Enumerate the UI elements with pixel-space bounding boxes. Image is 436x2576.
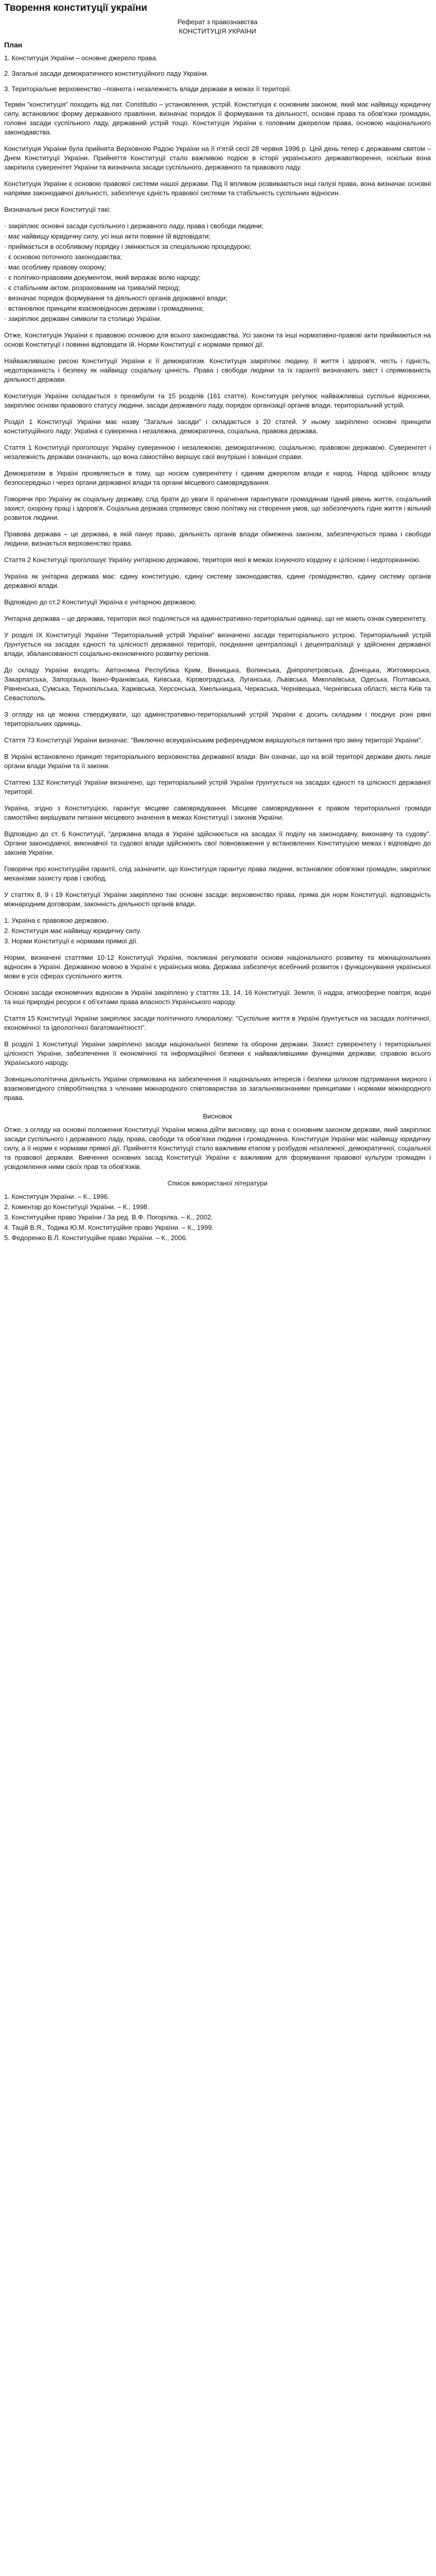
paragraph: Конституція України є основою правової системи нашої держави. Під її впливом розвиваються інші галузі права, вона визначає основні напрями законодавчої діяльності, забезпечує єдність правової системи та стабільність суспільних відносин. <box>4 180 431 197</box>
paragraph: Говорячи про конституційні гарантії, слід зазначити, що Конституція гарантує права людини, встановлює обов'язки громадян, закріплює механізми захисту прав і свобод. <box>4 865 431 882</box>
paragraph: Конституція України була прийнята Верховною Радою України на її п'ятій сесії 28 червня 1996 р. Цей день тепер є державним святом – Днем Конституції України. Прийняття Конституції стало важливою подією в історії українського державотворення, оскільки вона закріпила суверенітет України та визначила засади суспільного, державного та правового ладу. <box>4 145 431 171</box>
paragraph: Стаття 15 Конституції України закріплює засади політичного плюралізму: "Суспільне життя в Україні ґрунтується на засадах політичної, економічної та ідеологічної багатоманітності". <box>4 1014 431 1031</box>
paragraph: Основні засади економічних відносин в Україні закріплено у статтях 13, 14, 16 Конституції. Земля, її надра, атмосферне повітря, водні та інші природні ресурси є об'єктами права власності Українського народу. <box>4 989 431 1006</box>
plan-heading: План <box>4 41 23 49</box>
feature-item: · має особливу правову охорону; <box>4 263 107 271</box>
principle-item: 1. Україна є правовою державою. <box>4 917 109 924</box>
paragraph: Демократизм в Україні проявляється в тому, що носієм суверенітету і єдиним джерелом влади є народ. Народ здійснює владу безпосередньо і через органи державної влади та органи місцевого самоврядування. <box>4 469 431 486</box>
paragraph: Норми, визначені статтями 10-12 Конституції України, покликані регулювати основи національного розвитку та міжнаціональних відносин в Україні. Державною мовою в Україні є українська мова. Держава забезпечує всебічний розвиток і функціонування української мови в усіх сферах суспільного життя. <box>4 954 431 980</box>
plan-item: 2. Загальні засади демократичного конституційного ладу України. <box>4 70 209 77</box>
paragraph: Статтею 132 Конституції України визначено, що територіальний устрій України ґрунтується на засадах єдності та цілісності державної території. <box>4 778 431 795</box>
feature-item: · встановлює принципи взаємовідносин держави і громадянина; <box>4 304 204 312</box>
plan-item: 1. Конституція України – основне джерело права. <box>4 54 158 62</box>
feature-item: · є стабільним актом, розрахованим на тривалий період; <box>4 284 180 292</box>
reference-item: 1. Конституція України. – К., 1996. <box>4 1193 110 1200</box>
references-section <box>4 1179 431 1243</box>
plan-list <box>4 54 431 94</box>
paragraph: Розділ 1 Конституції України має назву "Загальні засади" і складається з 20 статей. У ньому закріплено основні принципи конституційного ладу: Україна є суверенна і незалежна, демократична, соціальна, правова держава. <box>4 418 431 435</box>
features-list <box>4 222 431 324</box>
paragraph: Конституція України складається з преамбули та 15 розділів (161 стаття). Конституція регулює найважливіші суспільні відносини, закріплює основи правового статусу людини, засади державного ладу, порядок організації органів влади, територіальний устрій. <box>4 392 431 409</box>
document-body <box>0 0 436 1243</box>
feature-item: · є основою поточного законодавства; <box>4 253 122 261</box>
paragraph: Стаття 2 Конституції проголошує Україну унітарною державою, територія якої в межах існуючого кордону є цілісною і недоторканною. <box>4 556 421 564</box>
paragraph: До складу України входять: Автономна Республіка Крим, Вінницька, Волинська, Дніпропетровська, Донецька, Житомирська, Закарпатська, Запорізька, Івано-Франківська, Київська, Кіровоградська, Луганська, Львівська, Миколаївська, Одеська, Полтавська, Рівненська, Сумська, Тернопільська, Харківська, Херсонська, Хмельницька, Черкаська, Чернівецька, Чернігівська області, міста Київ та Севастополь. <box>4 666 431 702</box>
paragraph: Україна, згідно з Конституцією, гарантує місцеве самоврядування. Місцеве самоврядування є правом територіальної громади самостійно вирішувати питання місцевого значення в межах Конституції і законів України. <box>4 804 431 821</box>
reference-item: 3. Конституційне право України / За ред. В.Ф. Погорілка. – К., 2002. <box>4 1213 213 1221</box>
conclusion-text: Отже, з огляду на основні положення Конституції України можна дійти висновку, що вона є основним законом держави, який закріплює засади суспільного і державного ладу, права, свободи та обов'язки людини і громадянина. Конституція України має найвищу юридичну силу, а її норми є нормами прямої дії. Прийняття Конституції стало важливим етапом у розбудові незалежної, демократичної, соціальної та правової держави. Вивчення основних засад Конституції України є важливим для формування правової культури громадян і усвідомлення ними своїх прав та обов'язків. <box>4 1126 431 1171</box>
paragraph: В Україні встановлено принцип територіального верховенства державної влади. Він означає, що на всій території держави діють лише органи влади України та її закони. <box>4 753 431 770</box>
paragraph: Правова держава – це держава, в якій панує право, діяльність органів влади обмежена законом, забезпечуються права і свободи людини, визнається верховенство права. <box>4 530 431 547</box>
subtitle-line-2: КОНСТИТУЦІЯ УКРАЇНИ <box>179 27 256 35</box>
principle-item: 3. Норми Конституції є нормами прямої дії. <box>4 937 138 945</box>
feature-item: · є політико-правовим документом, який виражає волю народу; <box>4 274 201 281</box>
paragraph: Стаття 73 Конституції України визначає: "Виключно всеукраїнським референдумом вирішуються питання про зміну території України". <box>4 736 423 744</box>
feature-item: · має найвищу юридичну силу, усі інші акти повинні їй відповідати; <box>4 232 211 240</box>
principles-list <box>4 916 431 946</box>
feature-item: · закріплює основні засади суспільного і державного ладу, права і свободи людини; <box>4 222 264 230</box>
paragraph: Отже, Конституція України є правовою основою для всього законодавства. Усі закони та інші нормативно-правові акти приймаються на основі Конституції і повинні відповідати їй. Норми Конституції є нормами прямої дії. <box>4 331 431 348</box>
plan-item: 3. Територіальне верховенство –повнота і незалежність влади держави в межах її території. <box>4 85 292 93</box>
paragraph: Говорячи про Україну як соціальну державу, слід брати до уваги її прагнення гарантувати громадянам гідний рівень життя, соціальний захист, охорону праці і здоров'я. Соціальна держава спрямовує свою політику на створення умов, що забезпечують гідне життя і вільний розвиток людини. <box>4 495 431 521</box>
principle-item: 2. Конституція має найвищу юридичну силу. <box>4 927 142 935</box>
paragraph: Найважливішою рисою Конституції України є її демократизм. Конституція закріплює людину, її життя і здоров'я, честь і гідність, недоторканність і безпеку як найвищу соціальну цінність. Права і свободи людини та їх гарантії визначають зміст і спрямованість діяльності держави. <box>4 357 431 383</box>
reference-item: 4. Тацій В.Я., Тодика Ю.М. Конституційне право України. – К., 1999. <box>4 1224 214 1231</box>
paragraph: З огляду на це можна стверджувати, що адміністративно-територіальний устрій України є досить складним і поєднує різні рівні територіальних одиниць. <box>4 710 431 727</box>
feature-item: · приймається в особливому порядку і змінюється за спеціальною процедурою; <box>4 243 252 250</box>
paragraph: У розділі IX Конституції України "Територіальний устрій України" визначено засади територіального устрою. Територіальний устрій ґрунтується на засадах єдності та цілісності державної території, поєднання централізації і децентралізації у здійсненні державної влади, збалансованості соціально-економічного розвитку регіонів. <box>4 631 431 657</box>
paragraph: Україна як унітарна держава має: єдину конституцію, єдину систему законодавства, єдине громадянство, єдину систему органів державної влади. <box>4 572 431 589</box>
reference-item: 2. Коментар до Конституції України. – К., 1998. <box>4 1203 149 1211</box>
paragraph: Зовнішньополітична діяльність України спрямована на забезпечення її національних інтересів і безпеки шляхом підтримання мирного і взаємовигідного співробітництва з членами міжнародного співтовариства за загальновизнаними принципами і нормами міжнародного права. <box>4 1075 431 1101</box>
paragraph: В розділі 1 Конституції України закріплено засади національної безпеки та оборони держави. Захист суверенітету і територіальної цілісності України, забезпечення її економічної та інформаційної безпеки є найважливішими функціями держави, справою всього Українського народу. <box>4 1040 431 1066</box>
conclusion-section <box>4 1112 431 1172</box>
paragraph: Відповідно до ст.2 Конституції Україна є унітарною державою. <box>4 598 197 606</box>
reference-item: 5. Федоренко В.Л. Конституційне право України. – К., 2006. <box>4 1234 188 1242</box>
paragraph: Унітарна держава – це держава, територія якої поділяється на адміністративно-територіальні одиниці, що не мають ознак суверенітету. <box>4 615 427 622</box>
paragraph: Стаття 1 Конституції проголошує Україну суверенною і незалежною, демократичною, соціальною, правовою державою. Суверенітет і незалежність держави означають, що вона самостійно вирішує свої внутрішні і зовнішні справи. <box>4 444 431 461</box>
page-title: Творення конституції україни <box>4 3 147 13</box>
subtitle-line-1: Реферат з правознавства <box>177 18 258 26</box>
feature-item: · закріплює державні символи та столицю України. <box>4 315 162 323</box>
paragraph: Відповідно до ст. 6 Конституції, "державна влада в Україні здійснюється на засадах її поділу на законодавчу, виконавчу та судову". Органи законодавчої, виконавчої та судової влади здійснюють свої повноваження у встановлених Конституцією межах і відповідно до законів України. <box>4 830 431 856</box>
paragraph: Визначальні риси Конституції такі: <box>4 206 111 213</box>
section-part2 <box>4 331 431 909</box>
paragraph: У статтях 8, 9 і 19 Конституції України закріплено такі основні засади: верховенство права, пряма дія норм Конституції, відповідність міжнародним договорам, законність діяльності органів влади. <box>4 891 431 908</box>
conclusion-heading: Висновок <box>203 1112 232 1120</box>
references-heading: Список використаної літератури <box>167 1179 268 1187</box>
feature-item: · визначає порядок формування та діяльності органів державної влади; <box>4 294 228 302</box>
section-part1 <box>4 100 431 214</box>
paragraph: Термін "конституція" походить від лат. Constitutio – установлення, устрій. Конституція є основним законом, який має найвищу юридичну силу, встановлює форму державного правління, визначає порядок її формування та діяльності, основні права та обов'язки громадян, головні засади суспільного ладу, державний устрій тощо. Конституція України є головним джерелом права, основою національного законодавства. <box>4 100 431 136</box>
section-part3 <box>4 953 431 1103</box>
